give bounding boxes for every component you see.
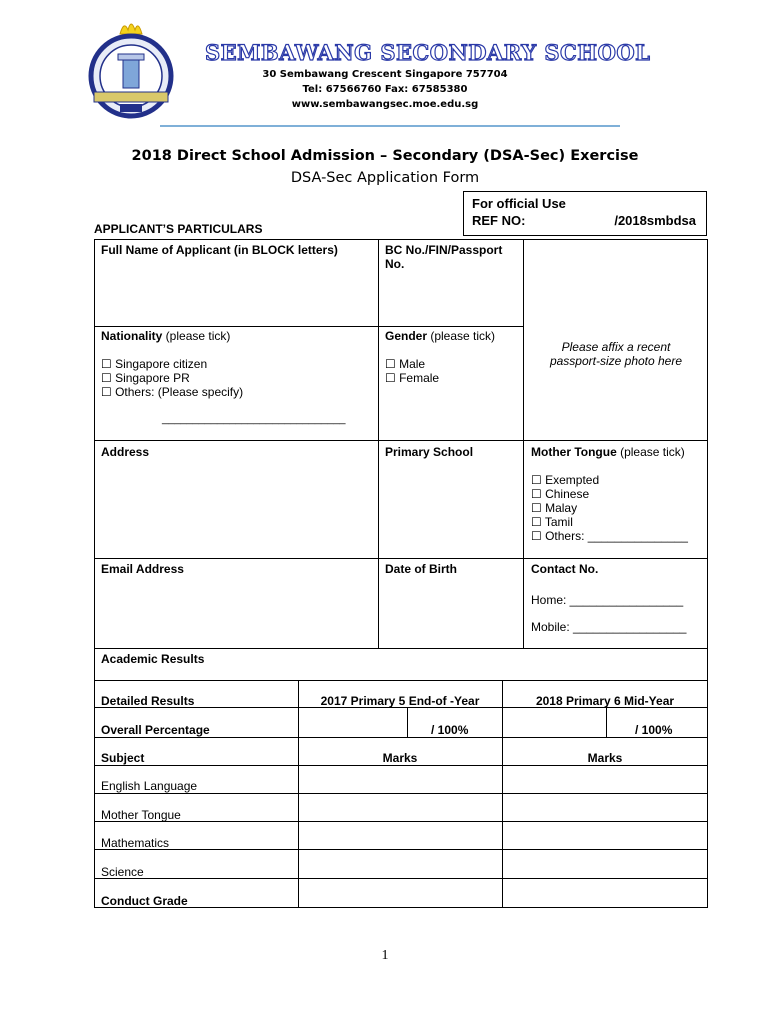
school-website: www.sembawangsec.moe.edu.sg — [291, 99, 479, 110]
overall-p6-suffix: / 100% — [635, 723, 673, 737]
school-logo — [80, 18, 182, 120]
subject-mother-tongue: Mother Tongue — [101, 808, 181, 822]
dob-label: Date of Birth — [385, 562, 457, 576]
mt-option-others[interactable]: ☐ Others: _______________ — [531, 529, 688, 543]
mother-tongue-label: Mother Tongue (please tick) — [531, 445, 685, 459]
section-title: APPLICANT’S PARTICULARS — [94, 222, 263, 236]
address-label: Address — [101, 445, 150, 459]
home-phone-field[interactable]: Home: _________________ — [531, 593, 684, 607]
gender-option-female[interactable]: ☐ Female — [385, 371, 440, 385]
contact-no-label: Contact No. — [531, 562, 599, 576]
overall-percentage-label: Overall Percentage — [101, 723, 210, 737]
marks-p5-header: Marks — [382, 751, 418, 765]
mt-option-chinese[interactable]: ☐ Chinese — [531, 487, 590, 501]
ref-no-value: /2018smbdsa — [614, 213, 696, 228]
academic-results-label: Academic Results — [101, 652, 205, 666]
gender-option-male[interactable]: ☐ Male — [385, 357, 426, 371]
photo-note-1: Please affix a recent — [561, 340, 671, 354]
ref-no-label: REF NO: — [472, 213, 526, 228]
mt-option-exempted[interactable]: ☐ Exempted — [531, 473, 600, 487]
subject-mathematics: Mathematics — [101, 836, 170, 850]
school-address: 30 Sembawang Crescent Singapore 757704 — [262, 69, 508, 80]
page-number: 1 — [381, 948, 389, 963]
mt-option-tamil[interactable]: ☐ Tamil — [531, 515, 573, 529]
nationality-option-others[interactable]: ☐ Others: (Please specify) — [101, 385, 244, 399]
school-name: SEMBAWANG SECONDARY SCHOOL — [205, 40, 651, 65]
mobile-phone-field[interactable]: Mobile: _________________ — [531, 620, 687, 634]
subject-science: Science — [101, 865, 144, 879]
photo-note-2: passport-size photo here — [549, 354, 683, 368]
subject-header: Subject — [101, 751, 145, 765]
email-label: Email Address — [101, 562, 184, 576]
official-use-label: For official Use — [472, 196, 566, 211]
bc-no-label: BC No./FIN/Passport — [385, 243, 503, 257]
gender-label: Gender (please tick) — [385, 329, 496, 343]
mt-option-malay[interactable]: ☐ Malay — [531, 501, 578, 515]
form-subtitle: DSA-Sec Application Form — [290, 170, 480, 186]
primary-school-label: Primary School — [385, 445, 474, 459]
subject-english: English Language — [101, 779, 198, 793]
col-p5-header: 2017 Primary 5 End-of -Year — [320, 694, 480, 708]
official-use-box — [463, 191, 707, 236]
col-p6-header: 2018 Primary 6 Mid-Year — [535, 694, 675, 708]
school-contact: Tel: 67566760 Fax: 67585380 — [302, 84, 468, 95]
conduct-grade-label: Conduct Grade — [101, 894, 188, 908]
detailed-results-label: Detailed Results — [101, 694, 195, 708]
nationality-others-blank[interactable]: ______________________________ — [162, 413, 346, 425]
marks-p6-header: Marks — [587, 751, 623, 765]
nationality-label: Nationality (please tick) — [101, 329, 231, 343]
full-name-label: Full Name of Applicant (in BLOCK letters) — [101, 243, 338, 257]
bc-no-label-2: No. — [385, 257, 405, 271]
overall-p5-suffix: / 100% — [431, 723, 469, 737]
nationality-option-citizen[interactable]: ☐ Singapore citizen — [101, 357, 208, 371]
header-divider — [160, 125, 620, 127]
form-title: 2018 Direct School Admission – Secondary (DSA-Sec) Exercise — [131, 148, 639, 164]
nationality-option-pr[interactable]: ☐ Singapore PR — [101, 371, 190, 385]
